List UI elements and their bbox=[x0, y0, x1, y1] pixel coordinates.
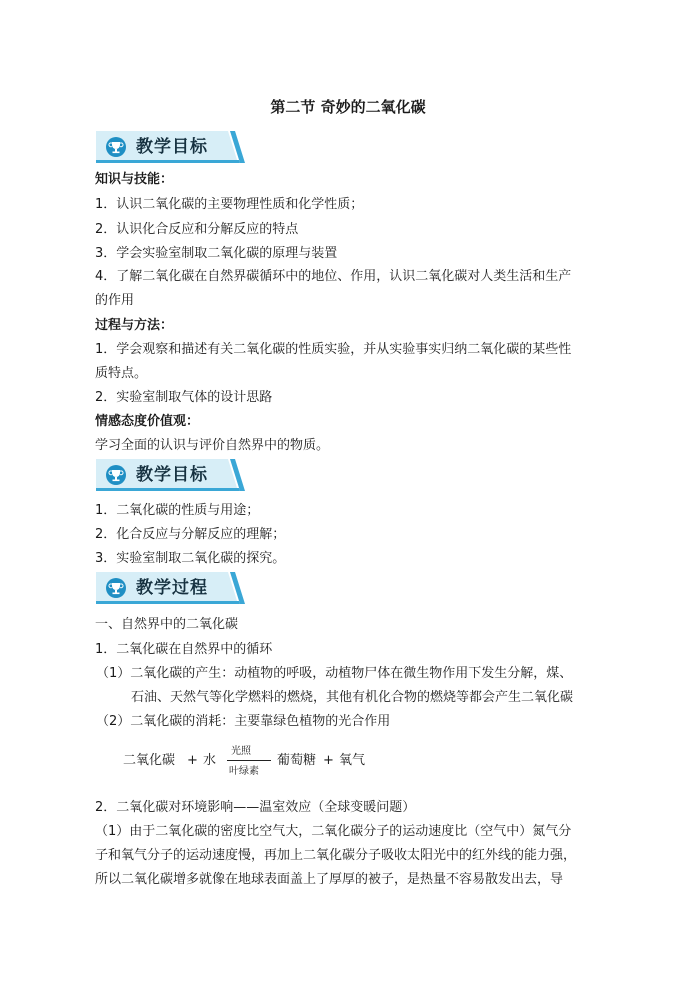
process-paragraph: （1）二氧化碳的产生：动植物的呼吸，动植物尸体在微生物作用下发生分解，煤、 bbox=[96, 666, 573, 681]
emotion-item: 学习全面的认识与评价自然界中的物质。 bbox=[95, 438, 330, 453]
photosynthesis-equation bbox=[123, 741, 383, 781]
emotion-heading: 情感态度价值观： bbox=[95, 414, 200, 429]
process-subheading: 1．二氧化碳在自然界中的循环 bbox=[95, 642, 273, 657]
process-item: 2．实验室制取气体的设计思路 bbox=[95, 390, 273, 405]
equation-reactant: 二氧化碳 bbox=[123, 753, 176, 768]
process-heading: 过程与方法： bbox=[95, 318, 174, 333]
section-banner-teaching-process bbox=[96, 572, 246, 604]
page-title: 第二节 奇妙的二氧化碳 bbox=[270, 98, 426, 116]
key-point-item: 2．化合反应与分解反应的理解； bbox=[95, 527, 286, 542]
knowledge-item-continued: 的作用 bbox=[95, 293, 135, 308]
process-paragraph-continued: 石油、天然气等化学燃料的燃烧，其他有机化合物的燃烧等都会产生二氧化碳 bbox=[131, 690, 574, 705]
equation-product: 葡萄糖 bbox=[277, 753, 317, 768]
knowledge-item: 2．认识化合反应和分解反应的特点 bbox=[95, 222, 299, 237]
equation-condition-top: 光照 bbox=[231, 746, 251, 757]
process-paragraph-continued: 所以二氧化碳增多就像在地球表面盖上了厚厚的被子，是热量不容易散发出去，导 bbox=[95, 872, 564, 887]
equation-plus: + bbox=[323, 753, 334, 768]
process-paragraph: （1）由于二氧化碳的密度比空气大，二氧化碳分子的运动速度比（空气中）氮气分 bbox=[95, 824, 572, 839]
banner-label: 教学过程 bbox=[136, 578, 208, 598]
process-paragraph-continued: 子和氧气分子的运动速度慢，再加上二氧化碳分子吸收太阳光中的红外线的能力强， bbox=[95, 848, 577, 863]
trophy-icon bbox=[106, 465, 126, 485]
section-banner-teaching-goals bbox=[96, 131, 246, 163]
banner-label: 教学目标 bbox=[136, 465, 208, 485]
equation-reactant: 水 bbox=[203, 753, 217, 768]
knowledge-heading: 知识与技能： bbox=[95, 172, 174, 187]
key-point-item: 1．二氧化碳的性质与用途； bbox=[95, 503, 260, 518]
trophy-icon bbox=[106, 578, 126, 598]
equation-plus: + bbox=[187, 753, 198, 768]
process-item: 1．学会观察和描述有关二氧化碳的性质实验，并从实验事实归纳二氧化碳的某些性 bbox=[95, 342, 572, 357]
section-banner-teaching-goals-2 bbox=[96, 459, 246, 491]
knowledge-item: 4．了解二氧化碳在自然界碳循环中的地位、作用，认识二氧化碳对人类生活和生产 bbox=[95, 269, 572, 284]
banner-label: 教学目标 bbox=[136, 137, 208, 157]
equation-product: 氧气 bbox=[339, 753, 366, 768]
process-paragraph: （2）二氧化碳的消耗：主要靠绿色植物的光合作用 bbox=[96, 714, 391, 729]
process-section-heading: 一、自然界中的二氧化碳 bbox=[95, 617, 239, 632]
knowledge-item: 3．学会实验室制取二氧化碳的原理与装置 bbox=[95, 246, 338, 261]
knowledge-item: 1．认识二氧化碳的主要物理性质和化学性质； bbox=[95, 197, 364, 212]
process-item-continued: 质特点。 bbox=[95, 366, 148, 381]
equation-arrow-line bbox=[227, 760, 271, 761]
trophy-icon bbox=[106, 137, 126, 157]
equation-condition-bottom: 叶绿素 bbox=[229, 766, 259, 777]
process-subheading: 2．二氧化碳对环境影响——温室效应（全球变暖问题） bbox=[95, 800, 416, 815]
key-point-item: 3．实验室制取二氧化碳的探究。 bbox=[95, 551, 286, 566]
